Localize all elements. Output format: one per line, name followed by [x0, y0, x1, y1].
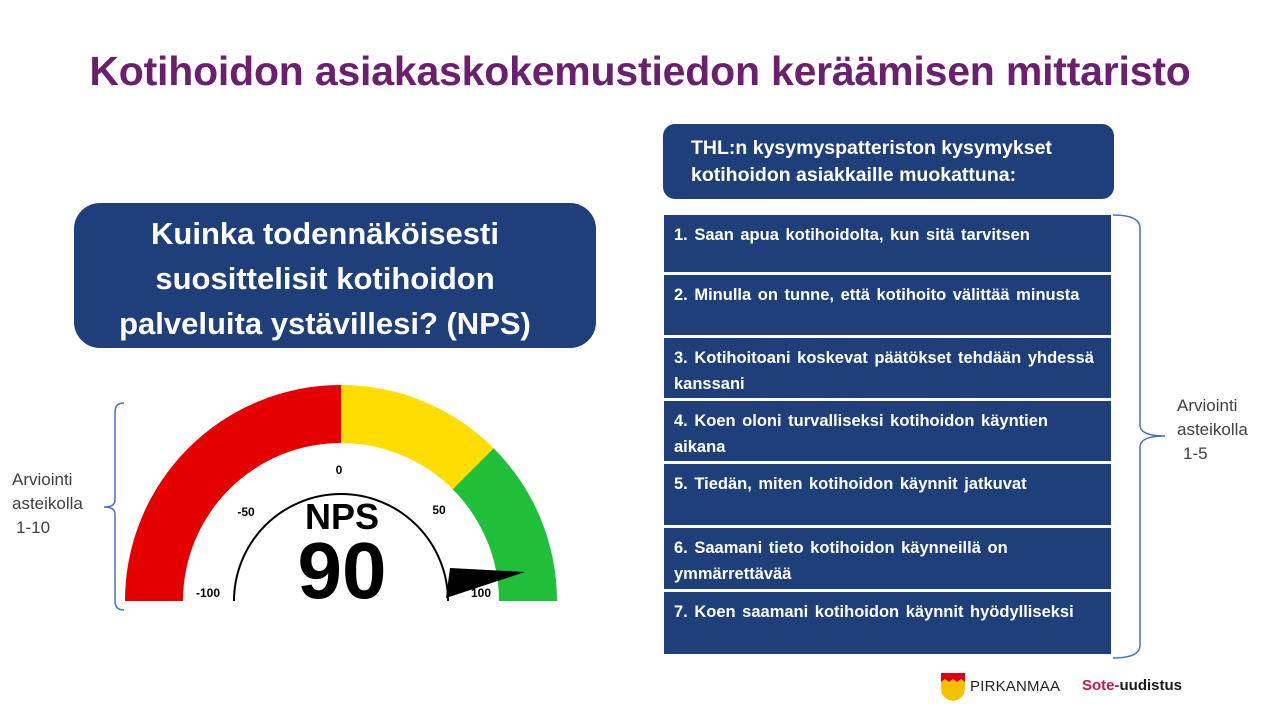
- question-item: 6. Saamani tieto kotihoidon käynneillä on ymmärrettävää: [664, 528, 1111, 592]
- gauge-tick-label: -100: [195, 586, 221, 600]
- thl-heading-box: THL:n kysymyspatteriston kysymykset kotihoidon asiakkaille muokattuna:: [663, 124, 1114, 199]
- question-item: 4. Koen oloni turvalliseksi kotihoidon käyntien aikana: [664, 401, 1111, 464]
- question-item: 5. Tiedän, miten kotihoidon käynnit jatkuvat: [664, 464, 1111, 528]
- gauge-tick-label: 0: [335, 463, 343, 477]
- left-scale-bracket: [104, 403, 124, 610]
- gauge-nps-label: NPS: [304, 496, 380, 537]
- question-item: 3. Kotihoitoani koskevat päätökset tehdään yhdessä kanssani: [664, 338, 1111, 401]
- question-list: [664, 215, 1111, 654]
- gauge-nps-value: 90: [297, 526, 387, 615]
- sote-uudistus-logo: Sote-uudistus: [1082, 677, 1182, 694]
- question-item: 2. Minulla on tunne, että kotihoito välittää minusta: [664, 275, 1111, 338]
- right-scale-label: Arviointi asteikolla 1-5: [1177, 396, 1248, 463]
- question-item: 1. Saan apua kotihoidolta, kun sitä tarvitsen: [664, 215, 1111, 275]
- left-scale-label: Arviointi asteikolla 1-10: [12, 470, 83, 537]
- pirkanmaa-crest-icon: [940, 672, 966, 702]
- gauge-tick-label: 100: [470, 586, 492, 600]
- pirkanmaa-logo-text: PIRKANMAA: [970, 678, 1061, 695]
- right-scale-bracket: [1113, 215, 1165, 658]
- question-item: 7. Koen saamani kotihoidon käynnit hyödylliseksi: [664, 592, 1111, 654]
- page-title: Kotihoidon asiakaskokemustiedon keräämisen mittaristo: [89, 48, 1191, 94]
- gauge-tick-label: -50: [237, 505, 255, 519]
- nps-question-box: Kuinka todennäköisesti suosittelisit kotihoidon palveluita ystävillesi? (NPS): [74, 203, 596, 348]
- gauge-tick-label: 50: [432, 503, 446, 517]
